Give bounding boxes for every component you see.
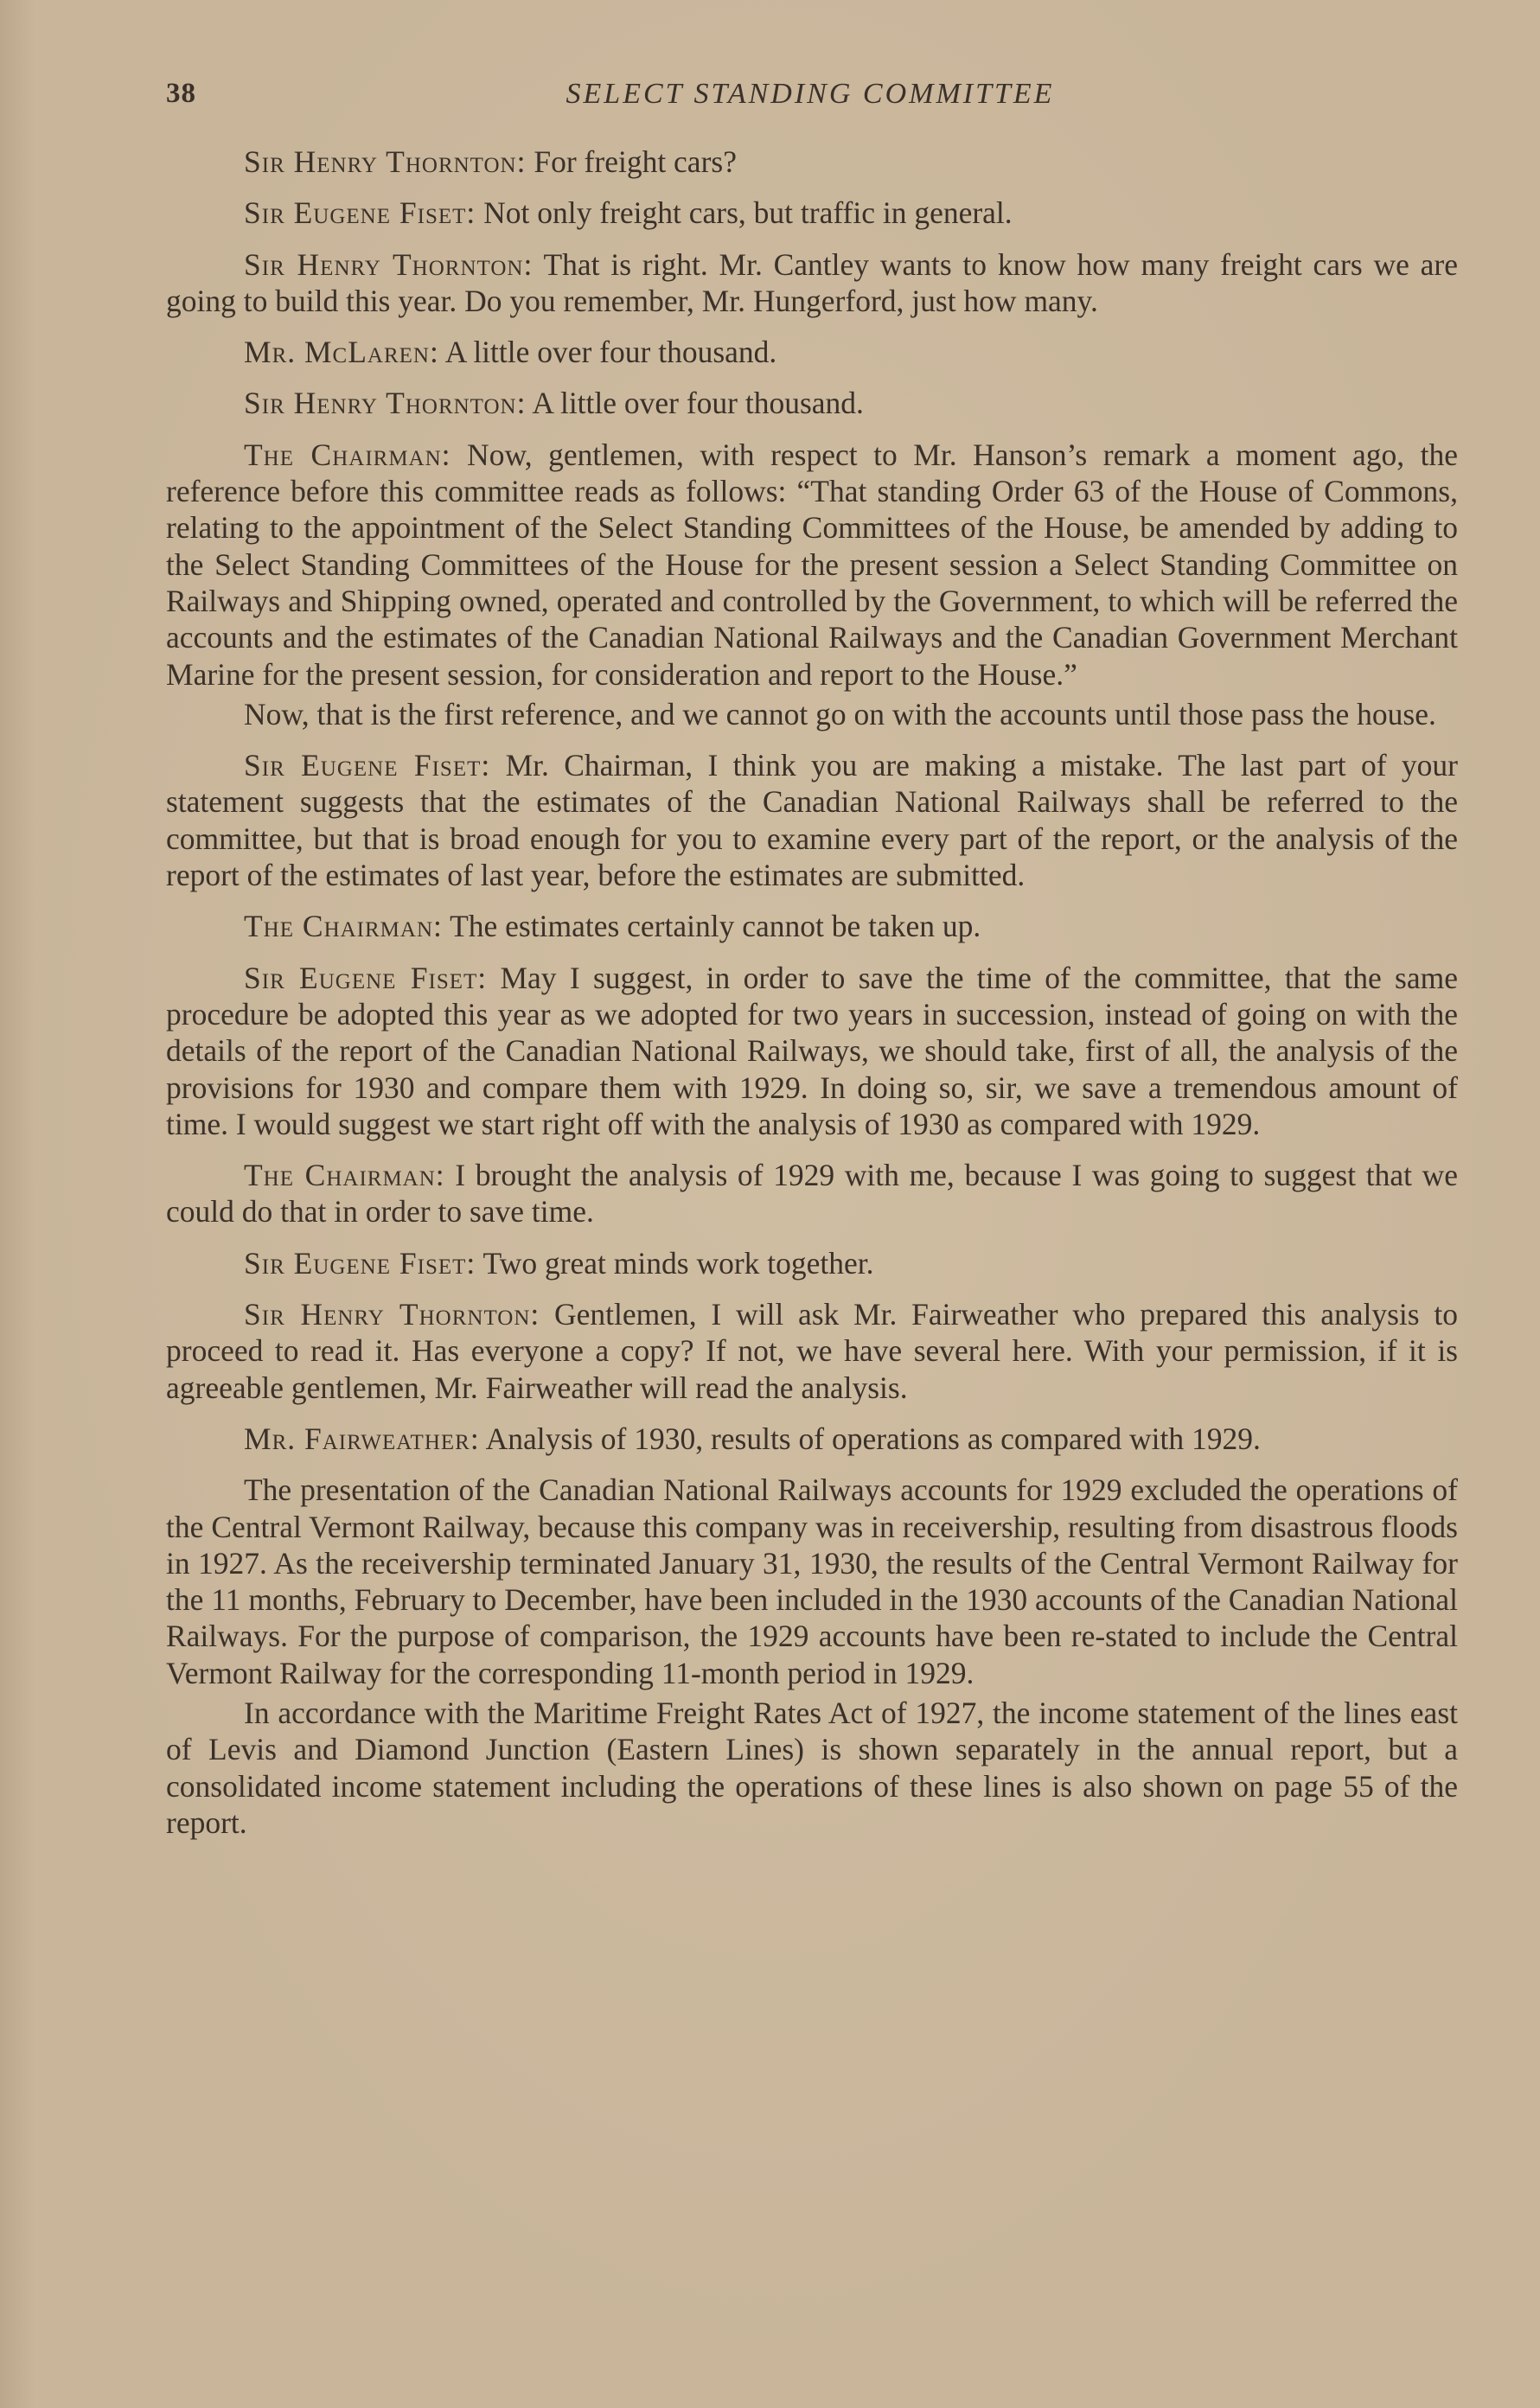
paragraph <box>166 1472 1458 1691</box>
paragraph-text: I brought the analysis of 1929 with me, because I was going to suggest that we could do that in order to save time. <box>166 1158 1458 1230</box>
speaker-name: Mr. McLaren: <box>244 335 439 370</box>
paragraph <box>166 1695 1458 1841</box>
paragraph <box>166 1157 1458 1230</box>
paragraph <box>166 1421 1458 1457</box>
speaker-name: Sir Eugene Fiset: <box>244 748 491 783</box>
paragraph-text: Gentlemen, I will ask Mr. Fairweather who prepared this analysis to proceed to read it. Has everyone a copy? If not, we have several here. With your permission, if it is agreeable gentlemen, Mr. Fairweather will read the analysis. <box>166 1297 1458 1405</box>
paragraph-text: Two great minds work together. <box>476 1245 874 1281</box>
speaker-name: Mr. Fairweather: <box>244 1421 480 1456</box>
paragraph <box>166 747 1458 893</box>
paragraph <box>166 334 1458 370</box>
paragraph-text: The estimates certainly cannot be taken up. <box>442 909 981 944</box>
paragraph <box>166 960 1458 1142</box>
speaker-name: The Chairman: <box>244 1158 445 1193</box>
paragraph-text: Now, gentlemen, with respect to Mr. Hanson’s remark a moment ago, the reference before this committee reads as follows: “That standing Order 63 of the House of Commons, relating to the appointment of the Select Standing Committees of the House, be amended by adding to the Select Standing Committees of the House for the present session a Select Standing Committee on Railways and Shipping owned, operated and controlled by the Government, to which will be referred the accounts and the estimates of the Canadian National Railways and the Canadian Government Merchant Marine for the present session, for consideration and report to the House.” <box>166 437 1458 692</box>
paragraph <box>166 908 1458 944</box>
paragraph-text: For freight cars? <box>526 144 737 179</box>
speaker-name: Sir Henry Thornton: <box>244 246 534 282</box>
paragraph <box>166 144 1458 180</box>
paragraph <box>166 385 1458 421</box>
page-number: 38 <box>166 78 196 109</box>
paragraph-text: In accordance with the Maritime Freight Rates Act of 1927, the income statement of the lines east of Levis and Diamond Junction (Eastern Lines) is shown separately in the annual report, but a consolidated income statement including the operations of these lines is also shown on page 55 of the report. <box>166 1695 1458 1840</box>
speaker-name: The Chairman: <box>244 909 443 944</box>
paragraph <box>166 1245 1458 1281</box>
paragraph <box>166 1296 1458 1406</box>
paragraph-text: A little over four thousand. <box>526 386 864 421</box>
paragraph-text: Mr. Chairman, I think you are making a mistake. The last part of your statement suggests that the estimates of the Canadian National Railways shall be referred to the committee, but that is broad enough for you to examine every part of the report, or the analysis of the report of the estimates of last year, before the estimates are submitted. <box>166 748 1459 893</box>
page-header <box>166 73 1454 121</box>
paragraph-text: Analysis of 1930, results of operations as compared with 1929. <box>479 1421 1261 1456</box>
paragraph-text: That is right. Mr. Cantley wants to know how many freight cars we are going to build this year. Do you remember, Mr. Hungerford, just how many. <box>166 246 1458 318</box>
speaker-name: Sir Henry Thornton: <box>244 144 527 179</box>
paragraph-text: A little over four thousand. <box>438 335 777 370</box>
paragraph <box>166 195 1458 231</box>
paragraph <box>166 246 1458 320</box>
paragraph-text: Now, that is the first reference, and we cannot go on with the accounts until those pass the house. <box>244 696 1436 731</box>
speaker-name: The Chairman: <box>244 437 451 472</box>
paragraph-text: Not only freight cars, but traffic in general. <box>476 195 1013 231</box>
paragraph <box>166 437 1458 693</box>
speaker-name: Sir Henry Thornton: <box>244 386 527 421</box>
speaker-name: Sir Eugene Fiset: <box>244 1245 476 1281</box>
paragraph-text: May I suggest, in order to save the time of the committee, that the same procedure be adopted this year as we adopted for two years in succession, instead of going on with the details of the report of the Canadian National Railways, we should take, first of all, the analysis of the provisions for 1930 and compare them with 1929. In doing so, sir, we save a tremendous amount of time. I would suggest we start right off with the analysis of 1930 as compared with 1929. <box>166 960 1458 1141</box>
running-head: SELECT STANDING COMMITTEE <box>566 78 1055 110</box>
paragraph-text: The presentation of the Canadian National Railways accounts for 1929 excluded the operations of the Central Vermont Railway, because this company was in receivership, resulting from disastrous floods in 1927. As the receivership terminated January 31, 1930, the results of the Central Vermont Railway for the 11 months, February to December, have been included in the 1930 accounts of the Canadian National Railways. For the purpose of comparison, the 1929 accounts have been re-stated to include the Central Vermont Railway for the corresponding 11-month period in 1929. <box>166 1472 1458 1690</box>
body-text <box>166 144 1458 1856</box>
speaker-name: Sir Eugene Fiset: <box>244 195 476 231</box>
speaker-name: Sir Henry Thornton: <box>244 1297 540 1332</box>
speaker-name: Sir Eugene Fiset: <box>244 960 488 995</box>
paragraph <box>166 696 1458 732</box>
